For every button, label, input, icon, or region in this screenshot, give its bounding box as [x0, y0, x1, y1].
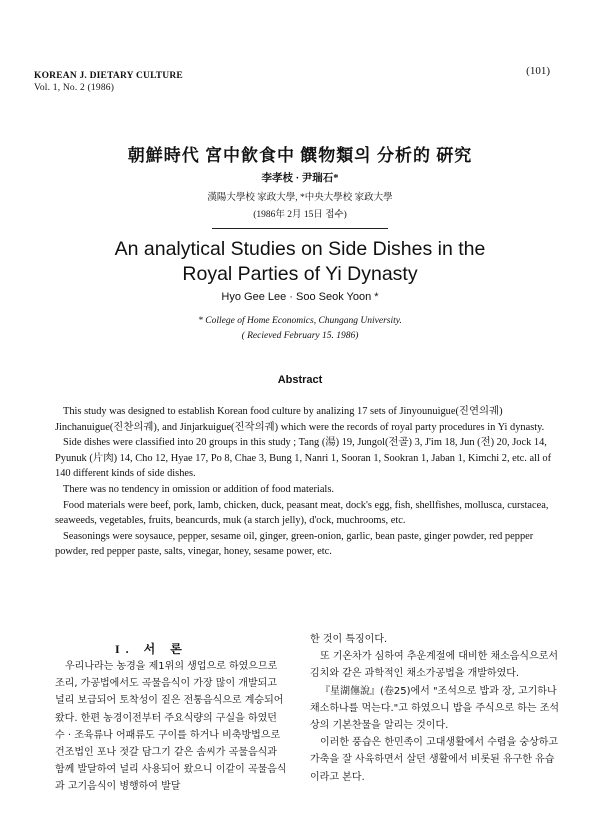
body-paragraph: 또 기온차가 심하여 추운계절에 대비한 채소음식으로서 김치와 같은 과학적인 채소가공법을 개발하였다.	[310, 651, 559, 680]
english-authors: Hyo Gee Lee · Soo Seok Yoon *	[221, 291, 379, 303]
abstract-paragraph: Side dishes were classified into 20 groups in this study ; Tang (湯) 19, Jungol(전골) 3, J'im 18, Jun (전) 20, Jock 14, Pyunuk (片肉) 14, Cho 12, Hyae 17, Po 8, Chae 3, Bung 1, Nanri 1, Sooran 1, Sookran 1, Jaban 1, Kimchi 2, etc. all of 140 different kinds of side dishes.	[55, 437, 552, 480]
body-paragraph: 『星湖僿說』(卷25)에서 "조석으로 밥과 장, 고기하나 채소하나를 먹는다."고 하였으니 밥을 주식으로 하는 조석상의 기본찬물을 알리는 것이다.	[310, 685, 560, 732]
abstract-paragraph: Seasonings were soysauce, pepper, sesame oil, ginger, green-onion, garlic, bean paste, ginger powder, red pepper powder, red pepper paste, salts, vinegar, honey, sesame power, etc.	[55, 530, 534, 558]
journal-header	[34, 70, 183, 94]
abstract-body	[55, 404, 555, 560]
body-paragraph: 이러한 풍습은 한민족이 고대생활에서 수렵을 숭상하고 가축을 잘 사육하면서 살던 생활에서 비롯된 유구한 유습이라고 본다.	[310, 737, 559, 783]
body-paragraph: 한 것이 특징이다.	[310, 634, 388, 645]
abstract-paragraph: Food materials were beef, pork, lamb, chicken, duck, peasant meat, dock's egg, fish, shellfishes, mollusca, curstacea, seaweeds, vegetables, fruits, beancurds, muk (a starch jelly), d'ock, muchrooms, etc.	[55, 499, 549, 527]
english-title-line1: An analytical Studies on Side Dishes in the	[114, 238, 486, 260]
section-heading: I. 서 론	[115, 642, 188, 656]
page-number: (101)	[526, 65, 550, 77]
title-divider	[212, 228, 388, 229]
english-title	[0, 237, 600, 287]
english-affiliation: * College of Home Economics, Chungang University.	[198, 316, 402, 326]
journal-name: KOREAN J. DIETARY CULTURE	[34, 71, 183, 81]
abstract-paragraph: There was no tendency in omission or addition of food materials.	[63, 483, 334, 495]
right-column	[310, 631, 560, 786]
english-title-line2: Royal Parties of Yi Dynasty	[182, 263, 418, 285]
abstract-heading: Abstract	[277, 374, 323, 386]
korean-title: 朝鮮時代 宮中飮食中 饌物類의 分析的 硏究	[127, 146, 473, 165]
left-column	[55, 658, 287, 796]
abstract-paragraph: This study was designed to establish Korean food culture by analizing 17 sets of Jinyounuigue(진연의궤) Jinchanuigue(진찬의궤), and Jinjarkuigue(진작의궤) which were the records of royal party procedures in Yi dynasty.	[55, 406, 545, 433]
english-received-date: ( Recieved February 15. 1986)	[241, 331, 359, 341]
body-paragraph: 우리나라는 농경을 제1위의 생업으로 하였으므로 조리, 가공법에서도 곡물음식이 가장 많이 개발되고 널리 보급되어 토착성이 짙은 전통음식으로 계승되어 왔다. 한편 농경이전부터 주요식량의 구실을 하였던 수 · 조육류나 어패류도 구이를 하거나 비축방법으로 건조법인 포나 젓갈 담그기 같은 솜씨가 곡물음식과 함께 발달하여 널리 사용되어 왔으니 이같이 곡물음식과 고기음식이 병행하여 발달	[55, 661, 287, 793]
korean-affiliation: 漢陽大學校 家政大學, *中央大學校 家政大學	[207, 193, 393, 203]
journal-volume: Vol. 1, No. 2 (1986)	[34, 83, 115, 93]
korean-received-date: (1986年 2月 15日 접수)	[253, 210, 347, 220]
korean-authors: 李孝枝 · 尹瑞石*	[261, 173, 339, 184]
